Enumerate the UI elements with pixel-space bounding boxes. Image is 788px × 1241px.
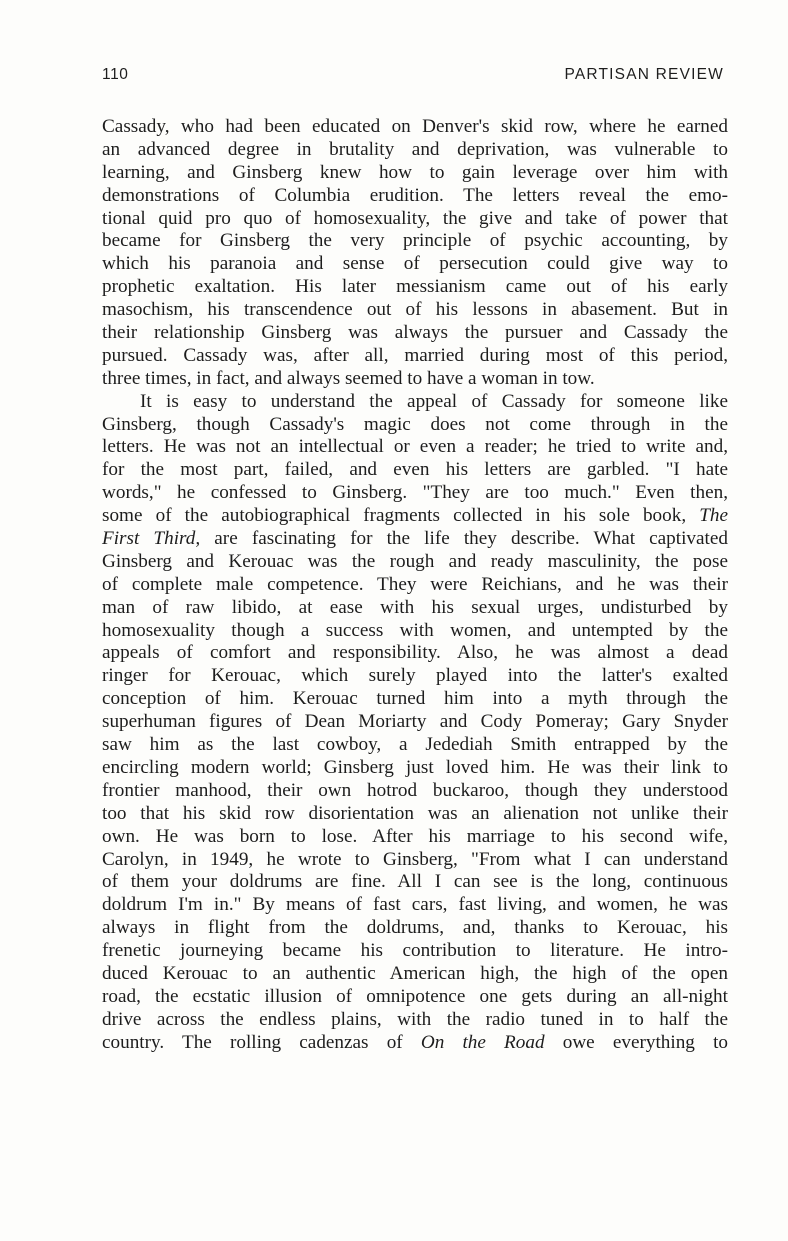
text-segment: some of the autobiographical fragments collected in his sole book, — [102, 505, 700, 527]
text-line: homosexuality though a success with women, and untempted by the — [102, 619, 728, 641]
text-line: learning, and Ginsberg knew how to gain leverage over him with — [102, 161, 728, 183]
text-line: encircling modern world; Ginsberg just loved him. He was their link to — [102, 756, 728, 778]
text-line: conception of him. Kerouac turned him into a myth through the — [102, 688, 728, 710]
page-number: 110 — [102, 66, 129, 83]
body-text — [102, 116, 728, 1055]
journal-title: PARTISAN REVIEW — [564, 66, 724, 83]
book-title: The — [699, 505, 728, 527]
text-line: Ginsberg, though Cassady's magic does not come through in the — [102, 413, 728, 435]
text-line: Ginsberg and Kerouac was the rough and ready masculinity, the pose — [102, 550, 728, 572]
text-line: masochism, his transcendence out of his lessons in abasement. But in — [102, 299, 728, 321]
text-line: became for Ginsberg the very principle of psychic accounting, by — [102, 230, 728, 252]
text-line: It is easy to understand the appeal of Cassady for someone like — [140, 390, 728, 412]
text-line: pursued. Cassady was, after all, married during most of this period, — [102, 344, 728, 366]
text-line: Carolyn, in 1949, he wrote to Ginsberg, "From what I can understand — [102, 848, 728, 870]
text-line: duced Kerouac to an authentic American high, the high of the open — [102, 962, 728, 984]
book-title: On the Road — [420, 1031, 545, 1053]
text-line: ringer for Kerouac, which surely played into the latter's exalted — [102, 665, 728, 687]
text-line: man of raw libido, at ease with his sexual urges, undisturbed by — [102, 596, 728, 618]
text-line: appeals of comfort and responsibility. Also, he was almost a dead — [102, 642, 728, 664]
text-segment: country. The rolling cadenzas of — [102, 1031, 421, 1053]
text-line — [102, 1032, 728, 1055]
text-line — [102, 505, 728, 528]
text-line: letters. He was not an intellectual or even a reader; he tried to write and, — [102, 436, 728, 458]
text-segment: are fascinating for the life they describe. What captivated — [200, 528, 728, 550]
text-line: tional quid pro quo of homosexuality, the give and take of power that — [102, 207, 728, 229]
text-line: road, the ecstatic illusion of omnipotence one gets during an all-night — [102, 985, 728, 1007]
text-line — [102, 528, 728, 551]
text-line: their relationship Ginsberg was always the pursuer and Cassady the — [102, 322, 728, 344]
text-line: doldrum I'm in." By means of fast cars, fast living, and women, he was — [102, 894, 728, 916]
text-line: frontier manhood, their own hotrod buckaroo, though they understood — [102, 779, 728, 801]
text-line: which his paranoia and sense of persecution could give way to — [102, 253, 728, 275]
text-line: superhuman figures of Dean Moriarty and Cody Pomeray; Gary Snyder — [102, 711, 728, 733]
text-line: Cassady, who had been educated on Denver's skid row, where he earned — [102, 116, 728, 137]
text-segment: owe everything to — [544, 1031, 728, 1053]
running-head — [102, 66, 724, 92]
paragraph — [102, 391, 728, 1055]
text-line: too that his skid row disorientation was an alienation not unlike their — [102, 802, 728, 824]
text-line: three times, in fact, and always seemed to have a woman in tow. — [102, 367, 595, 389]
text-line: words," he confessed to Ginsberg. "They are too much." Even then, — [102, 482, 728, 504]
text-line: frenetic journeying became his contribution to literature. He intro- — [102, 940, 728, 962]
text-line: for the most part, failed, and even his letters are garbled. "I hate — [102, 459, 728, 481]
paragraph — [102, 116, 728, 391]
text-line: demonstrations of Columbia erudition. The letters reveal the emo- — [102, 184, 728, 206]
text-line: of complete male competence. They were Reichians, and he was their — [102, 573, 728, 595]
text-line: drive across the endless plains, with the radio tuned in to half the — [102, 1008, 728, 1030]
text-line: own. He was born to lose. After his marriage to his second wife, — [102, 825, 728, 847]
text-line: always in flight from the doldrums, and, thanks to Kerouac, his — [102, 917, 728, 939]
text-line: of them your doldrums are fine. All I can see is the long, continuous — [102, 871, 728, 893]
text-line: an advanced degree in brutality and deprivation, was vulnerable to — [102, 138, 728, 160]
book-title: First Third, — [102, 528, 201, 550]
text-line: saw him as the last cowboy, a Jedediah Smith entrapped by the — [102, 734, 728, 756]
text-line: prophetic exaltation. His later messianism came out of his early — [102, 276, 728, 298]
